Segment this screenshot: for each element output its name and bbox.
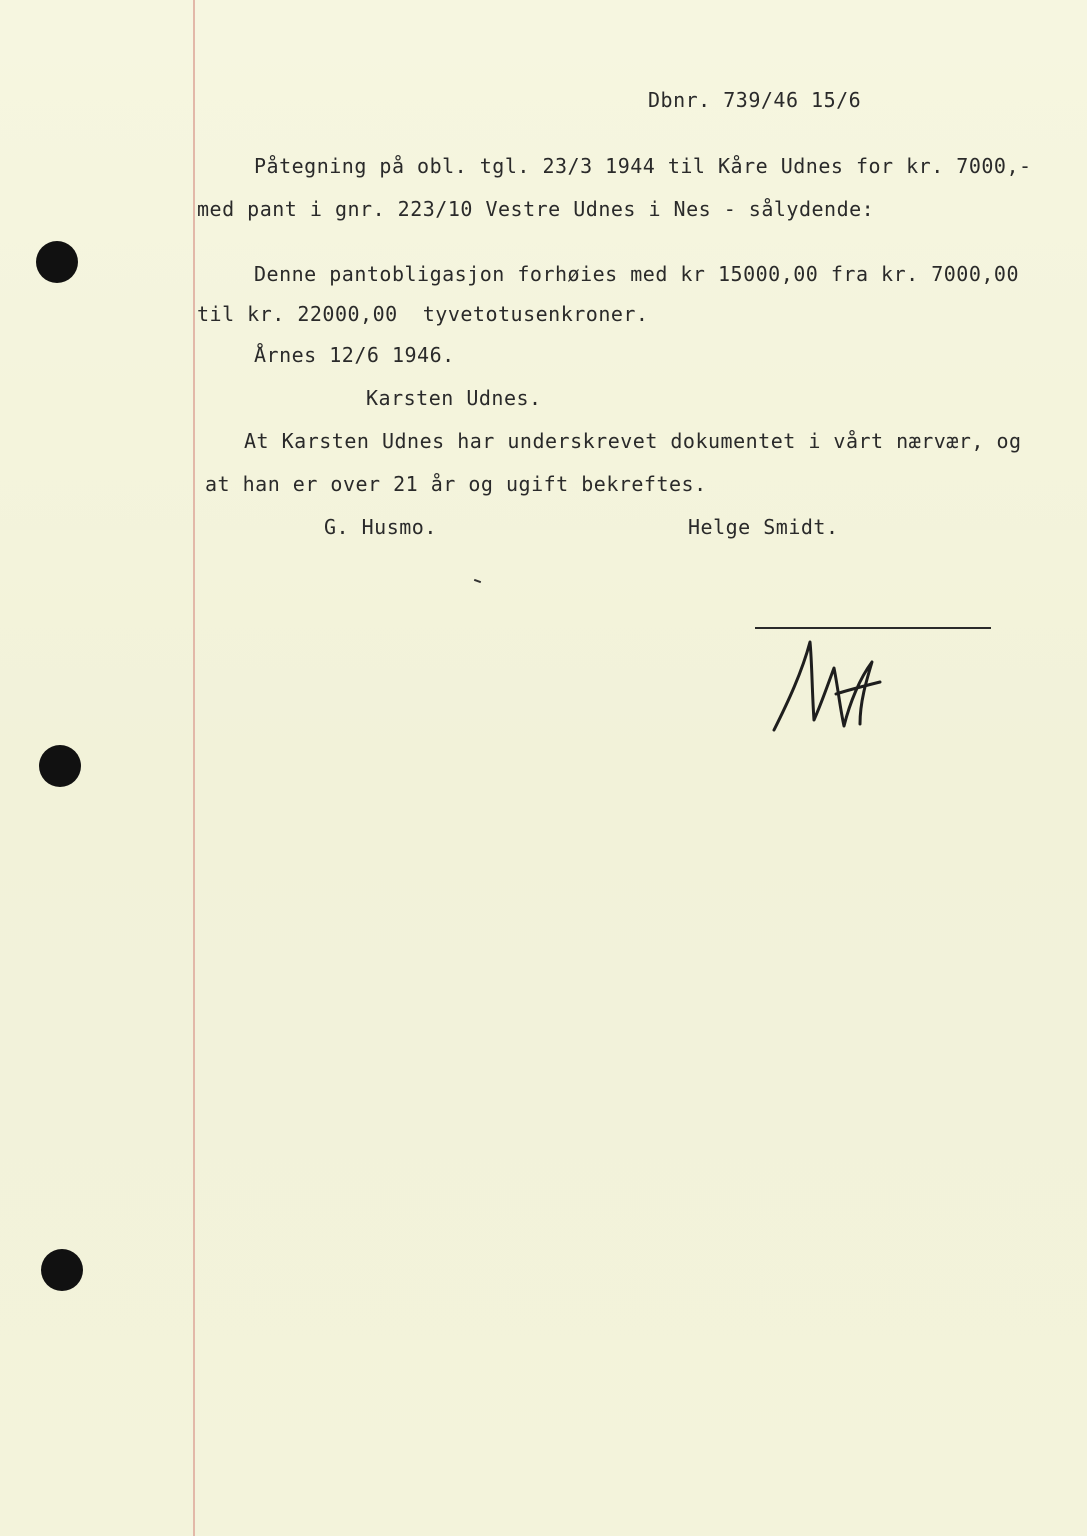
signer-name: Karsten Udnes.	[366, 386, 542, 410]
handwritten-initials	[768, 632, 888, 736]
witness-statement-line-1: At Karsten Udnes har underskrevet dokumentet i vårt nærvær, og	[244, 429, 1022, 453]
witness-statement-line-2: at han er over 21 år og ugift bekreftes.	[205, 472, 707, 496]
witness-b-name: Helge Smidt.	[688, 515, 839, 539]
header-line-1: Påtegning på obl. tgl. 23/3 1944 til Kåre Udnes for kr. 7000,-	[254, 154, 1032, 178]
stray-ink-mark	[474, 579, 481, 583]
witness-a-name: G. Husmo.	[324, 515, 437, 539]
punch-hole-top	[36, 241, 78, 283]
body-line-2: til kr. 22000,00 tyvetotusenkroner.	[197, 302, 649, 326]
header-line-2: med pant i gnr. 223/10 Vestre Udnes i Nes - sålydende:	[197, 197, 875, 221]
document-number: Dbnr. 739/46 15/6	[648, 88, 862, 112]
place-date: Årnes 12/6 1946.	[254, 343, 455, 367]
signature-rule	[755, 627, 991, 629]
punch-hole-middle	[39, 745, 81, 787]
punch-hole-bottom	[41, 1249, 83, 1291]
margin-line	[193, 0, 195, 1536]
body-line-1: Denne pantobligasjon forhøies med kr 15000,00 fra kr. 7000,00	[254, 262, 1020, 286]
